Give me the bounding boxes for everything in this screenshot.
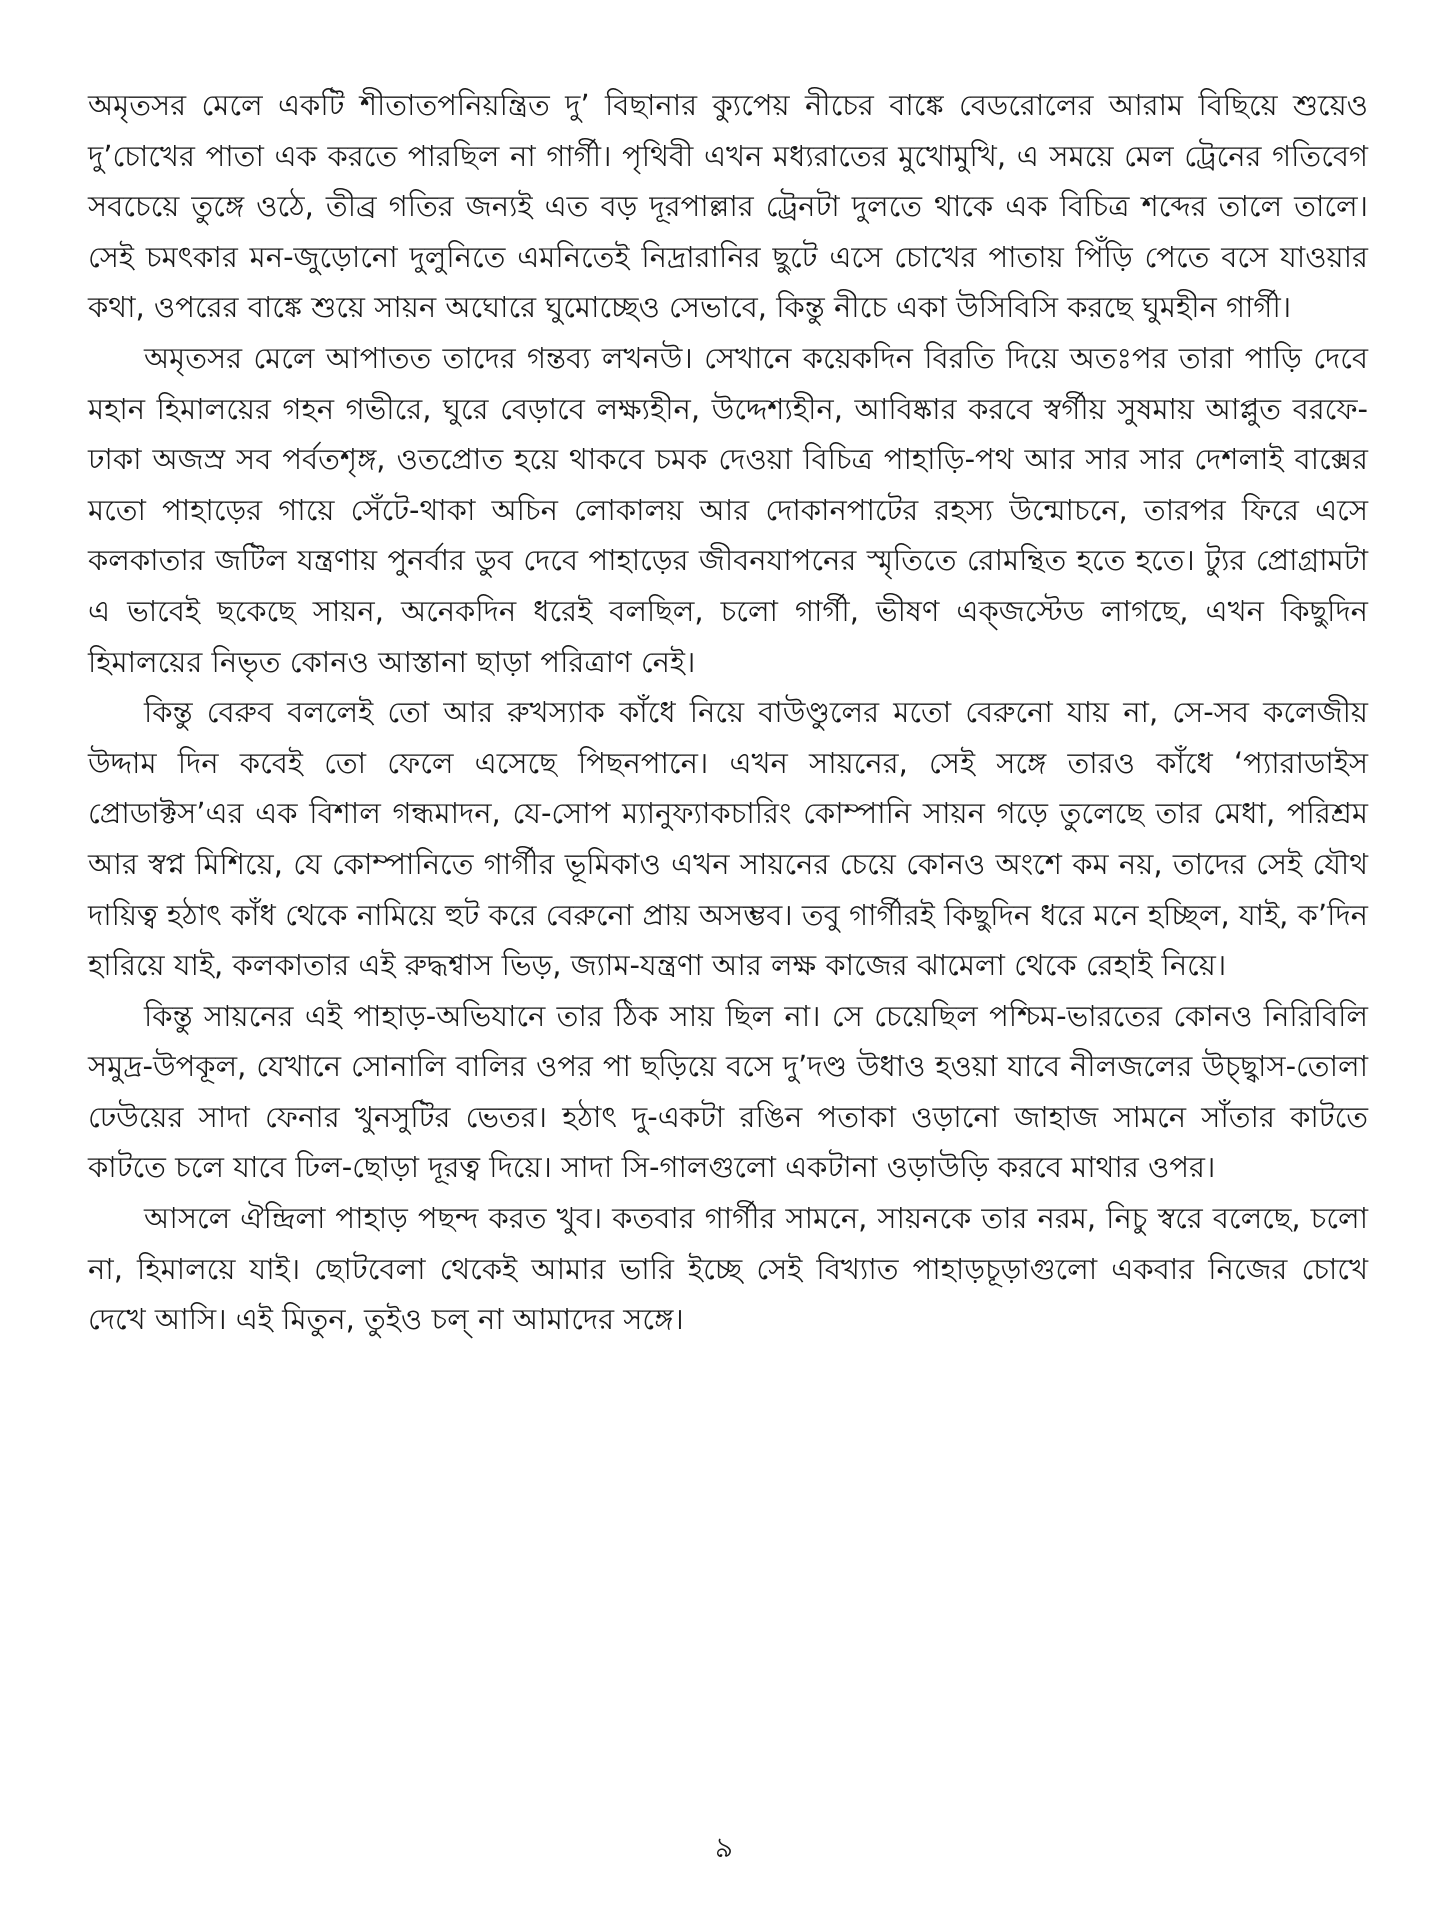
body-text <box>88 80 1368 1345</box>
paragraph-3: কিন্তু বেরুব বললেই তো আর রুখস্যাক কাঁধে নিয়ে বাউণ্ডুলের মতো বেরুনো যায় না, সে-সব কলেজীয় উদ্দাম দিন কবেই তো ফেলে এসেছে পিছনপানে। এখন সায়নের, সেই সঙ্গে তারও কাঁধে ‘প্যারাডাইস প্রোডাক্টস’এর এক বিশাল গন্ধমাদন, যে-সোপ ম্যানুফ্যাকচারিং কোম্পানি সায়ন গড়ে তুলেছে তার মেধা, পরিশ্রম আর স্বপ্ন মিশিয়ে, যে কোম্পানিতে গার্গীর ভূমিকাও এখন সায়নের চেয়ে কোনও অংশে কম নয়, তাদের সেই যৌথ দায়িত্ব হঠাৎ কাঁধ থেকে নামিয়ে হুট করে বেরুনো প্রায় অসম্ভব। তবু গার্গীরই কিছুদিন ধরে মনে হচ্ছিল, যাই, ক’দিন হারিয়ে যাই, কলকাতার এই রুদ্ধশ্বাস ভিড়, জ্যাম-যন্ত্রণা আর লক্ষ কাজের ঝামেলা থেকে রেহাই নিয়ে। <box>88 695 1368 983</box>
page-number: ৯ <box>714 1831 734 1864</box>
paragraph-4: কিন্তু সায়নের এই পাহাড়-অভিযানে তার ঠিক সায় ছিল না। সে চেয়েছিল পশ্চিম-ভারতের কোনও নিরিবিলি সমুদ্র-উপকূল, যেখানে সোনালি বালির ওপর পা ছড়িয়ে বসে দু’দণ্ড উধাও হওয়া যাবে নীলজলের উচ্ছ্বাস-তোলা ঢেউয়ের সাদা ফেনার খুনসুটির ভেতর। হঠাৎ দু-একটা রঙিন পতাকা ওড়ানো জাহাজ সামনে সাঁতার কাটতে কাটতে চলে যাবে ঢিল-ছোড়া দূরত্ব দিয়ে। সাদা সি-গালগুলো একটানা ওড়াউড়ি করবে মাথার ওপর। <box>88 998 1368 1185</box>
paragraph-1: অমৃতসর মেলে একটি শীতাতপনিয়ন্ত্রিত দু’ বিছানার ক্যুপেয় নীচের বাঙ্কে বেডরোলের আরাম বিছিয়ে শুয়েও দু’চোখের পাতা এক করতে পারছিল না গার্গী। পৃথিবী এখন মধ্যরাতের মুখোমুখি, এ সময়ে মেল ট্রেনের গতিবেগ সবচেয়ে তুঙ্গে ওঠে, তীব্র গতির জন্যই এত বড় দূরপাল্লার ট্রেনটা দুলতে থাকে এক বিচিত্র শব্দের তালে তালে। সেই চমৎকার মন-জুড়োনো দুলুনিতে এমনিতেই নিদ্রারানির ছুটে এসে চোখের পাতায় পিঁড়ি পেতে বসে যাওয়ার কথা, ওপরের বাঙ্কে শুয়ে সায়ন অঘোরে ঘুমোচ্ছেও সেভাবে, কিন্তু নীচে একা উসিবিসি করছে ঘুমহীন গার্গী। <box>88 88 1368 325</box>
paragraph-2: অমৃতসর মেলে আপাতত তাদের গন্তব্য লখনউ। সেখানে কয়েকদিন বিরতি দিয়ে অতঃপর তারা পাড়ি দেবে মহান হিমালয়ের গহন গভীরে, ঘুরে বেড়াবে লক্ষ্যহীন, উদ্দেশ্যহীন, আবিষ্কার করবে স্বর্গীয় সুষমায় আপ্লুত বরফে-ঢাকা অজস্র সব পর্বতশৃঙ্গ, ওতপ্রোত হয়ে থাকবে চমক দেওয়া বিচিত্র পাহাড়ি-পথ আর সার সার দেশলাই বাক্সের মতো পাহাড়ের গায়ে সেঁটে-থাকা অচিন লোকালয় আর দোকানপাটের রহস্য উন্মোচনে, তারপর ফিরে এসে কলকাতার জটিল যন্ত্রণায় পুনর্বার ডুব দেবে পাহাড়ের জীবনযাপনের স্মৃতিতে রোমন্থিত হতে হতে। ট্যুর প্রোগ্রামটা এ ভাবেই ছকেছে সায়ন, অনেকদিন ধরেই বলছিল, চলো গার্গী, ভীষণ এক্‌জস্টেড লাগছে, এখন কিছুদিন হিমালয়ের নিভৃত কোনও আস্তানা ছাড়া পরিত্রাণ নেই। <box>88 340 1368 679</box>
paragraph-5: আসলে ঐন্দ্রিলা পাহাড় পছন্দ করত খুব। কতবার গার্গীর সামনে, সায়নকে তার নরম, নিচু স্বরে বলেছে, চলো না, হিমালয়ে যাই। ছোটবেলা থেকেই আমার ভারি ইচ্ছে সেই বিখ্যাত পাহাড়চূড়াগুলো একবার নিজের চোখে দেখে আসি। এই মিতুন, তুইও চল্‌ না আমাদের সঙ্গে। <box>88 1201 1368 1337</box>
